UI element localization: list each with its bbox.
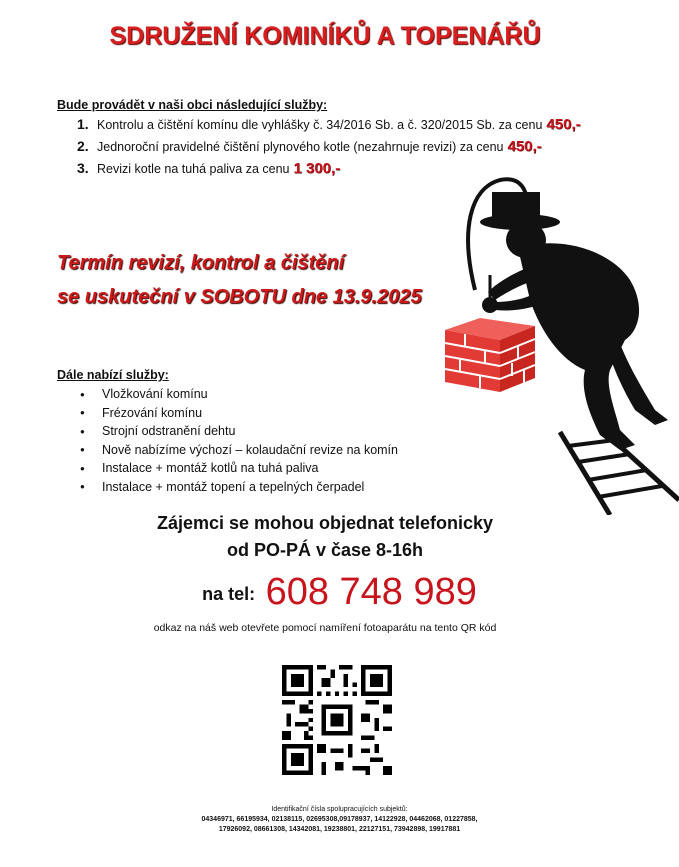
list-item: [77, 138, 581, 160]
item-text: Kontrolu a čištění komínu dle vyhlášky č. 34/2016 Sb. a č. 320/2015 Sb. za cenu: [97, 118, 543, 132]
list-item: [77, 116, 581, 138]
contact-line-1: Zájemci se mohou objednat telefonicky: [156, 513, 494, 533]
deadline-line-1: Termín revizí, kontrol a čištění: [57, 252, 345, 274]
more-services-list: [80, 385, 398, 496]
item-number: 1.: [77, 116, 89, 132]
list-item: ● Instalace + montáž kotlů na tuhá paliva: [80, 459, 398, 478]
chimney-bricks: [445, 318, 535, 392]
item-text: Jednoroční pravidelné čištění plynového kotle (nezahrnuje revizi) za cenu: [97, 140, 504, 154]
ids-line-1: 04346971, 66195934, 02138115, 02695308,09178937, 14122928, 04462068, 01227858,: [201, 816, 478, 823]
qr-note: odkaz na náš web otevřete pomocí namíření fotoaparátu na tento QR kód: [153, 622, 497, 634]
item-price: 1 300,-: [293, 160, 341, 177]
item-number: 3.: [77, 160, 89, 176]
item-price: 450,-: [507, 138, 542, 155]
phone-number[interactable]: 608 748 989: [265, 571, 477, 613]
list-item: ● Vložkování komínu: [80, 385, 398, 404]
deadline-line-2: se uskuteční v SOBOTU dne 13.9.2025: [57, 286, 422, 308]
list-item: ● Instalace + montáž topení a tepelných čerpadel: [80, 478, 398, 497]
item-number: 2.: [77, 138, 89, 154]
page-title: SDRUŽENÍ KOMINÍKŮ A TOPENÁŘŮ: [109, 22, 541, 50]
phone-label: na tel:: [202, 584, 256, 604]
item-text: Revizi kotle na tuhá paliva za cenu: [97, 162, 290, 176]
list-item: ● Strojní odstranění dehtu: [80, 422, 398, 441]
services-heading: Bude provádět v naši obci následující služby:: [57, 98, 328, 112]
list-item: ● Frézování komínu: [80, 404, 398, 423]
phone-row: [0, 571, 679, 614]
contact-line-2: od PO-PÁ v čase 8-16h: [226, 540, 424, 560]
ids-line-2: 17926092, 08661308, 14342081, 19238801, 22127151, 73942898, 19917881: [218, 826, 461, 833]
chimney-sweep-illustration: [440, 170, 679, 515]
more-services-heading: Dále nabízí služby:: [57, 368, 169, 382]
qr-code[interactable]: [282, 665, 392, 775]
ids-title: Identifikační čísla spolupracujících subjektů:: [271, 806, 408, 813]
item-price: 450,-: [546, 116, 581, 133]
list-item: ● Nově nabízíme výchozí – kolaudační revize na komín: [80, 441, 398, 460]
